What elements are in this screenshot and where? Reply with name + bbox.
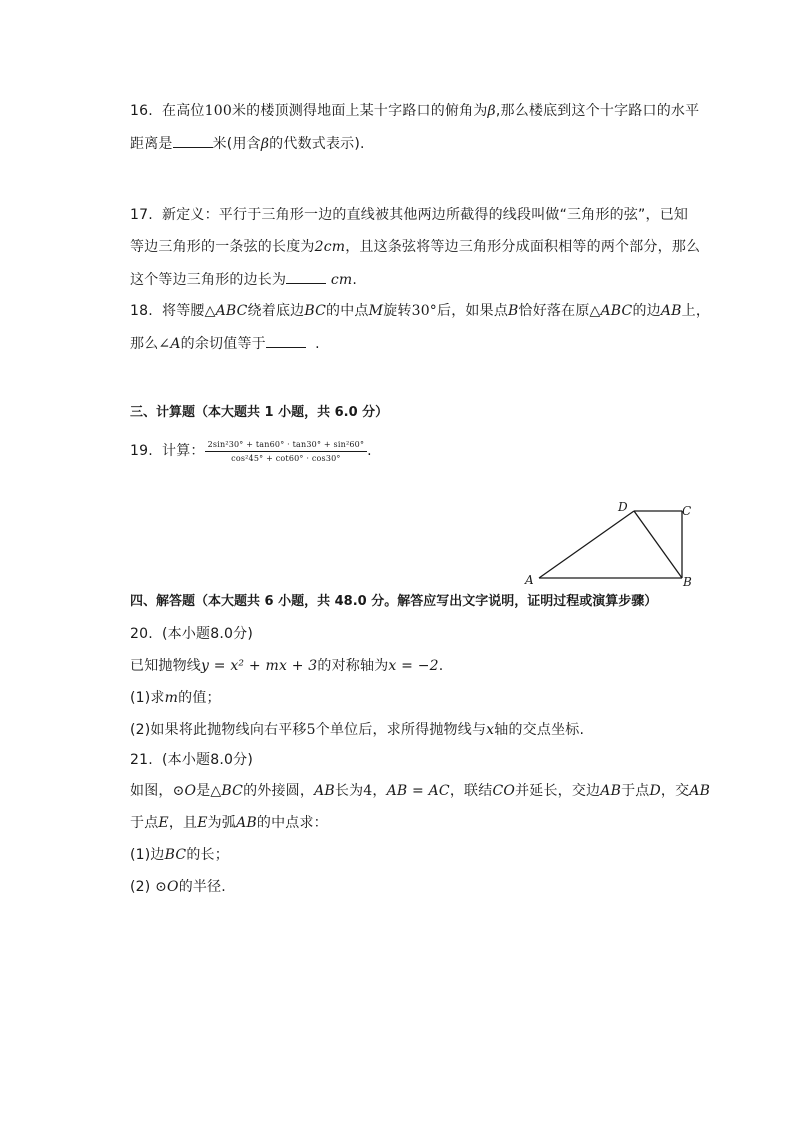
- symmetry-axis: x = −2: [388, 658, 439, 674]
- chord-length: 2cm: [314, 239, 346, 255]
- answer-blank[interactable]: [173, 133, 213, 148]
- q18-number: 18.: [130, 303, 153, 319]
- parabola-equation: y = x² + mx + 3: [201, 658, 318, 674]
- label-a: A: [525, 573, 534, 587]
- q21-part1: (1)边BC的长；: [130, 847, 229, 863]
- fraction-numerator: 2sin²30° + tan60° · tan30° + sin²60°: [205, 439, 368, 452]
- q16-line2: 距离是 米(用含β的代数式表示).: [130, 133, 365, 154]
- q20-header: 20. (本小题8.0分): [130, 626, 253, 642]
- q21-line2: 于点E，且E为弧AB的中点求：: [130, 815, 328, 831]
- q19-fraction: [205, 439, 368, 464]
- q20-part1: (1)求m的值；: [130, 690, 221, 706]
- q16-line1: 16. 在高位100米的楼顶测得地面上某十字路口的俯角为β,那么楼底到这个十字路口的水平: [130, 103, 700, 119]
- q21-number: 21.: [130, 752, 153, 768]
- q21-line1: 如图，⊙O是△BC的外接圆，AB长为4，AB = AC，联结CO并延长，交边AB于点D，交AB: [130, 783, 711, 799]
- answer-blank[interactable]: [266, 333, 306, 348]
- segment-db: [634, 511, 682, 578]
- section-3-heading: 三、计算题（本大题共 1 小题，共 6.0 分）: [130, 405, 389, 420]
- geometry-figure: [518, 496, 708, 588]
- label-c: C: [682, 504, 692, 518]
- q20-part2: (2)如果将此抛物线向右平移5个单位后，求所得抛物线与x轴的交点坐标.: [130, 722, 585, 738]
- fraction-denominator: cos²45° + cot60° · cos30°: [231, 453, 341, 463]
- height-value: 100: [204, 103, 232, 119]
- beta-symbol: β: [487, 103, 496, 119]
- label-b: B: [683, 575, 692, 588]
- answer-blank[interactable]: [286, 269, 326, 284]
- q20-line1: 已知抛物线y = x² + mx + 3的对称轴为x = −2.: [130, 658, 444, 674]
- section-4-heading: 四、解答题（本大题共 6 小题，共 48.0 分。解答应写出文字说明，证明过程或演算步骤）: [130, 594, 658, 609]
- q18-line1: 18. 将等腰△ABC绕着底边BC的中点M旋转30°后，如果点B恰好落在原△ABC的边AB上，: [130, 303, 711, 319]
- q19-number: 19.: [130, 443, 153, 459]
- segment-ad: [539, 511, 634, 578]
- q21-header: 21. (本小题8.0分): [130, 752, 253, 768]
- q17-line2: 等边三角形的一条弦的长度为2cm，且这条弦将等边三角形分成面积相等的两个部分，那么: [130, 239, 701, 255]
- label-d: D: [618, 500, 628, 514]
- q20-number: 20.: [130, 626, 153, 642]
- q17-line1: 17. 新定义：平行于三角形一边的直线被其他两边所截得的线段叫做“三角形的弦”，已知: [130, 207, 689, 223]
- q17-line3: 这个等边三角形的边长为 cm.: [130, 269, 357, 290]
- q16-number: 16.: [130, 103, 153, 119]
- q18-line2: 那么∠A的余切值等于 .: [130, 333, 320, 354]
- q17-number: 17.: [130, 207, 153, 223]
- q21-part2: (2) ⊙O的半径.: [130, 879, 226, 895]
- q19-line: 19. 计算： $\frac{\text{2sin²30° + tan60° · tan30° + sin²60°}}{\text{cos²45° + cot60° · cos30°}}$ .: [130, 436, 372, 466]
